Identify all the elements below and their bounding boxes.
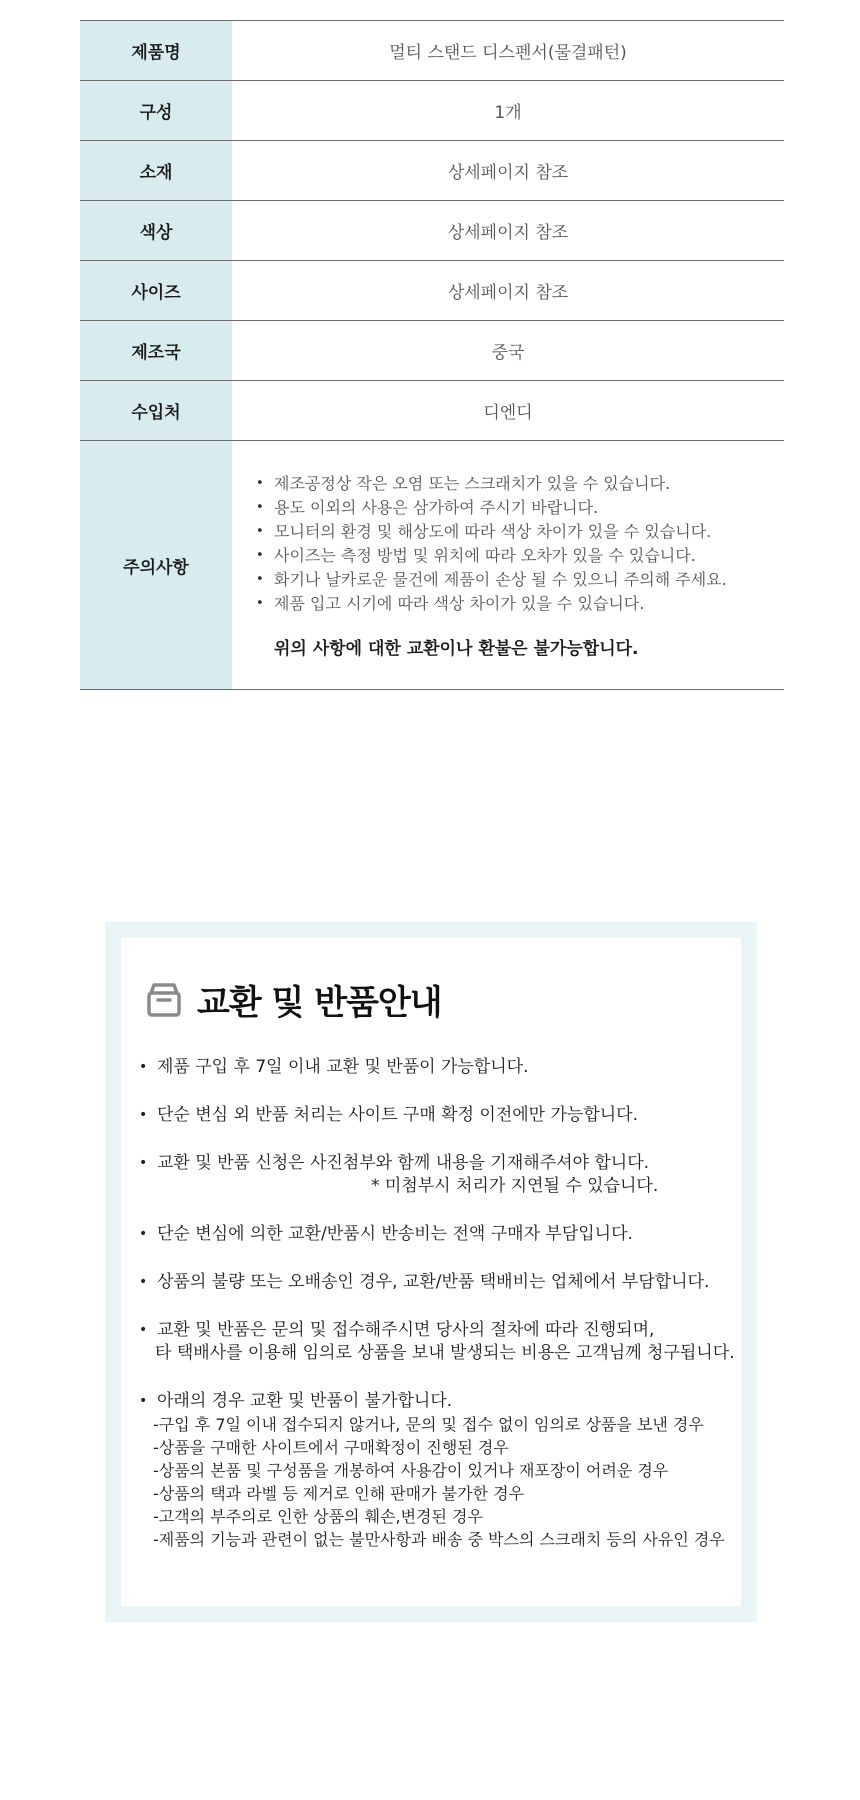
exception-case: -상품을 구매한 사이트에서 구매확정이 진행된 경우 [153,1438,509,1457]
list-item [137,1152,737,1198]
list-item-text: • 교환 및 반품은 문의 및 접수해주시면 당사의 절차에 따라 진행되며, [157,1320,655,1340]
caution-content [232,441,784,690]
row-label: 사이즈 [80,261,232,321]
row-value: 상세페이지 참조 [232,201,784,261]
caution-item: • 제품 입고 시기에 따라 색상 차이가 있을 수 있습니다. [254,592,784,616]
row-value: 상세페이지 참조 [232,141,784,201]
row-value: 상세페이지 참조 [232,261,784,321]
list-item-text: • 교환 및 반품 신청은 사진첨부와 함께 내용을 기재해주셔야 합니다. [157,1153,650,1173]
table-row [80,81,784,141]
list-item [137,1319,737,1365]
box-icon [143,979,185,1021]
list-item [137,1390,737,1551]
row-label: 색상 [80,201,232,261]
list-item [137,1104,737,1127]
row-value: 멀티 스탠드 디스펜서(물결패턴) [232,21,784,81]
return-guide-title: 교환 및 반품안내 [197,983,442,1023]
list-item-text: • 상품의 불량 또는 오배송인 경우, 교환/반품 택배비는 업체에서 부담합니다. [157,1272,710,1292]
row-value: 1개 [232,81,784,141]
exception-case: -상품의 본품 및 구성품을 개봉하여 사용감이 있거나 재포장이 어려운 경우 [153,1461,669,1480]
caution-item: • 제조공정상 작은 오염 또는 스크래치가 있을 수 있습니다. [254,472,784,496]
list-item [137,1223,737,1246]
return-guide-panel [121,938,741,1606]
table-row [80,381,784,441]
caution-list [254,472,784,616]
caution-item: • 사이즈는 측정 방법 및 위치에 따라 오차가 있을 수 있습니다. [254,544,784,568]
exception-case: -구입 후 7일 이내 접수되지 않거나, 문의 및 접수 없이 임의로 상품을 보낸 경우 [153,1415,704,1434]
product-info-table [80,20,784,690]
caution-item: • 화기나 날카로운 물건에 제품이 손상 될 수 있으니 주의해 주세요. [254,568,784,592]
table-row [80,21,784,81]
row-label: 수입처 [80,381,232,441]
row-label: 소재 [80,141,232,201]
caution-note: 위의 사항에 대한 교환이나 환불은 불가능합니다. [274,638,639,659]
return-guide-frame [105,922,757,1622]
row-label: 제품명 [80,21,232,81]
list-item-text: • 단순 변심 외 반품 처리는 사이트 구매 확정 이전에만 가능합니다. [157,1105,639,1125]
return-guide-list [137,1056,737,1576]
list-item-text: • 제품 구입 후 7일 이내 교환 및 반품이 가능합니다. [157,1057,529,1077]
row-value: 디엔디 [232,381,784,441]
list-item-text: • 아래의 경우 교환 및 반품이 불가합니다. [157,1391,453,1411]
caution-item: • 용도 이외의 사용은 삼가하여 주시기 바랍니다. [254,496,784,520]
caution-item: • 모니터의 환경 및 해상도에 따라 색상 차이가 있을 수 있습니다. [254,520,784,544]
list-item-text: • 단순 변심에 의한 교환/반품시 반송비는 전액 구매자 부담입니다. [157,1224,633,1244]
return-guide-heading [143,975,442,1024]
list-item-continuation: 타 택배사를 이용해 임의로 상품을 보내 발생되는 비용은 고객님께 청구됩니다. [155,1343,735,1363]
exception-case: -제품의 기능과 관련이 없는 불만사항과 배송 중 박스의 스크래치 등의 사유인 경우 [153,1530,725,1549]
row-label: 제조국 [80,321,232,381]
list-item [137,1056,737,1079]
row-label: 구성 [80,81,232,141]
table-row [80,141,784,201]
table-row-caution [80,441,784,690]
caution-label: 주의사항 [80,441,232,690]
table-row [80,261,784,321]
list-item [137,1271,737,1294]
list-item-note: * 미첨부시 처리가 지연될 수 있습니다. [371,1176,659,1196]
exception-case: -상품의 택과 라벨 등 제거로 인해 판매가 불가한 경우 [153,1484,525,1503]
row-value: 중국 [232,321,784,381]
table-row [80,321,784,381]
table-row [80,201,784,261]
exception-case: -고객의 부주의로 인한 상품의 훼손,변경된 경우 [153,1507,483,1526]
